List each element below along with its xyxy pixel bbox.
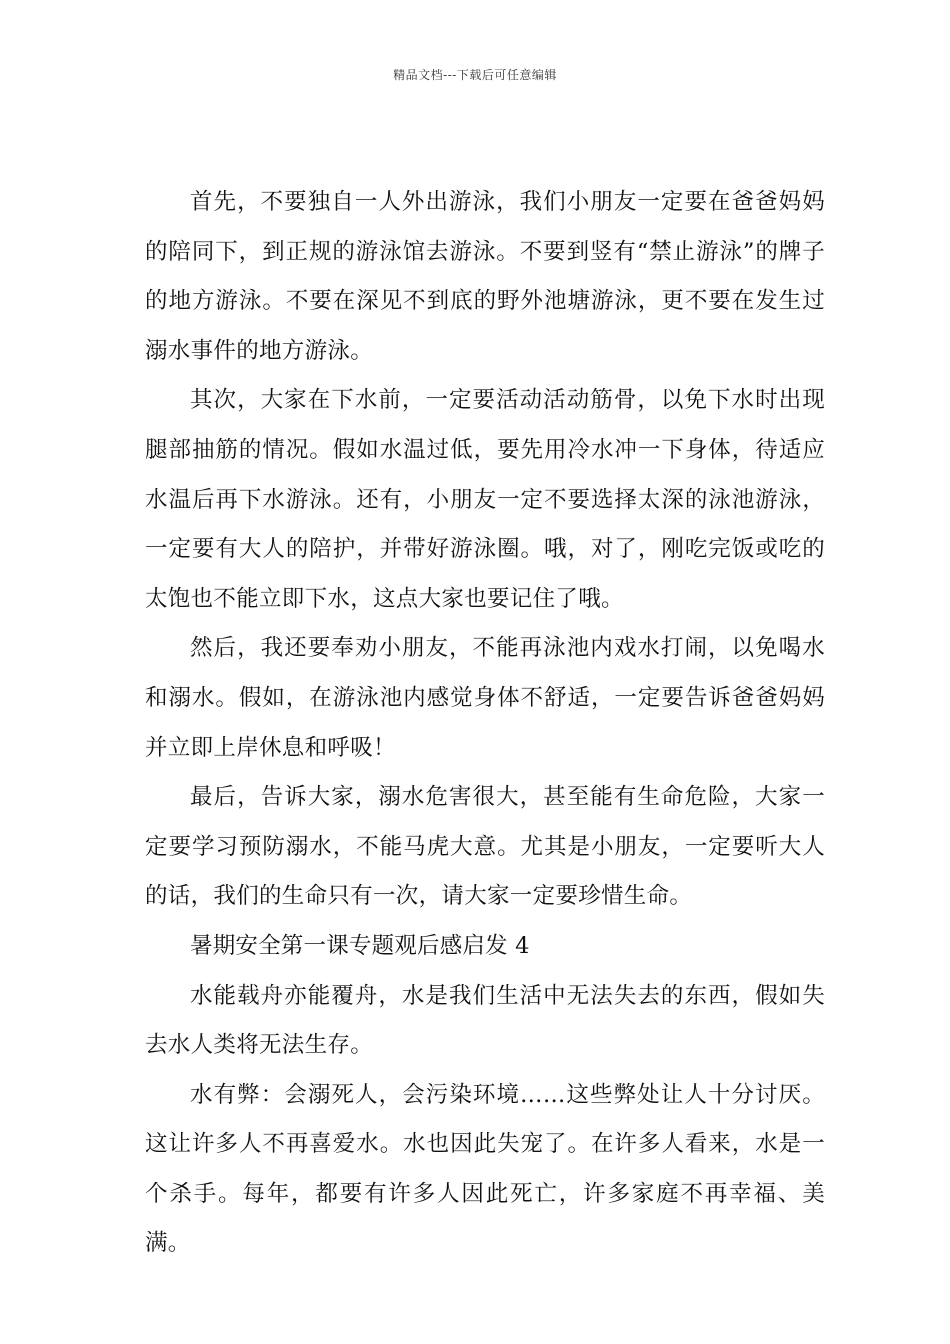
paragraph-water-harm: 水有弊：会溺死人，会污染环境……这些弊处让人十分讨厌。这让许多人不再喜爱水。水也因此失宠了。在许多人看来，水是一个杀手。每年，都要有许多人因此死亡，许多家庭不再幸福、美满。 — [145, 1081, 825, 1257]
document-body — [145, 178, 825, 1269]
paragraph-swimming-rules: 首先，不要独自一人外出游泳，我们小朋友一定要在爸爸妈妈的陪同下，到正规的游泳馆去游泳。不要到竖有“禁止游泳”的牌子的地方游泳。不要在深见不到底的野外池塘游泳，更不要在发生过溺水事件的地方游泳。 — [145, 189, 825, 364]
paragraph-pool-safety: 然后，我还要奉劝小朋友，不能再泳池内戏水打闹，以免喝水和溺水。假如，在游泳池内感觉身体不舒适，一定要告诉爸爸妈妈并立即上岸休息和呼吸！ — [145, 635, 825, 761]
paragraph-water-intro: 水能载舟亦能覆舟，水是我们生活中无法失去的东西，假如失去水人类将无法生存。 — [145, 982, 825, 1059]
section-title: 暑期安全第一课专题观后感启发 4 — [190, 932, 530, 959]
page-header: 精品文档---下载后可任意编辑 — [393, 68, 557, 82]
paragraph-before-swimming: 其次，大家在下水前，一定要活动活动筋骨，以免下水时出现腿部抽筋的情况。假如水温过低，要先用冷水冲一下身体，待适应水温后再下水游泳。还有，小朋友一定不要选择太深的泳池游泳，一定要有大人的陪护，并带好游泳圈。哦，对了，刚吃完饭或吃的太饱也不能立即下水，这点大家也要记住了哦。 — [145, 387, 825, 612]
paragraph-conclusion: 最后，告诉大家，溺水危害很大，甚至能有生命危险，大家一定要学习预防溺水，不能马虎大意。尤其是小朋友，一定要听大人的话，我们的生命只有一次，请大家一定要珍惜生命。 — [145, 784, 825, 910]
